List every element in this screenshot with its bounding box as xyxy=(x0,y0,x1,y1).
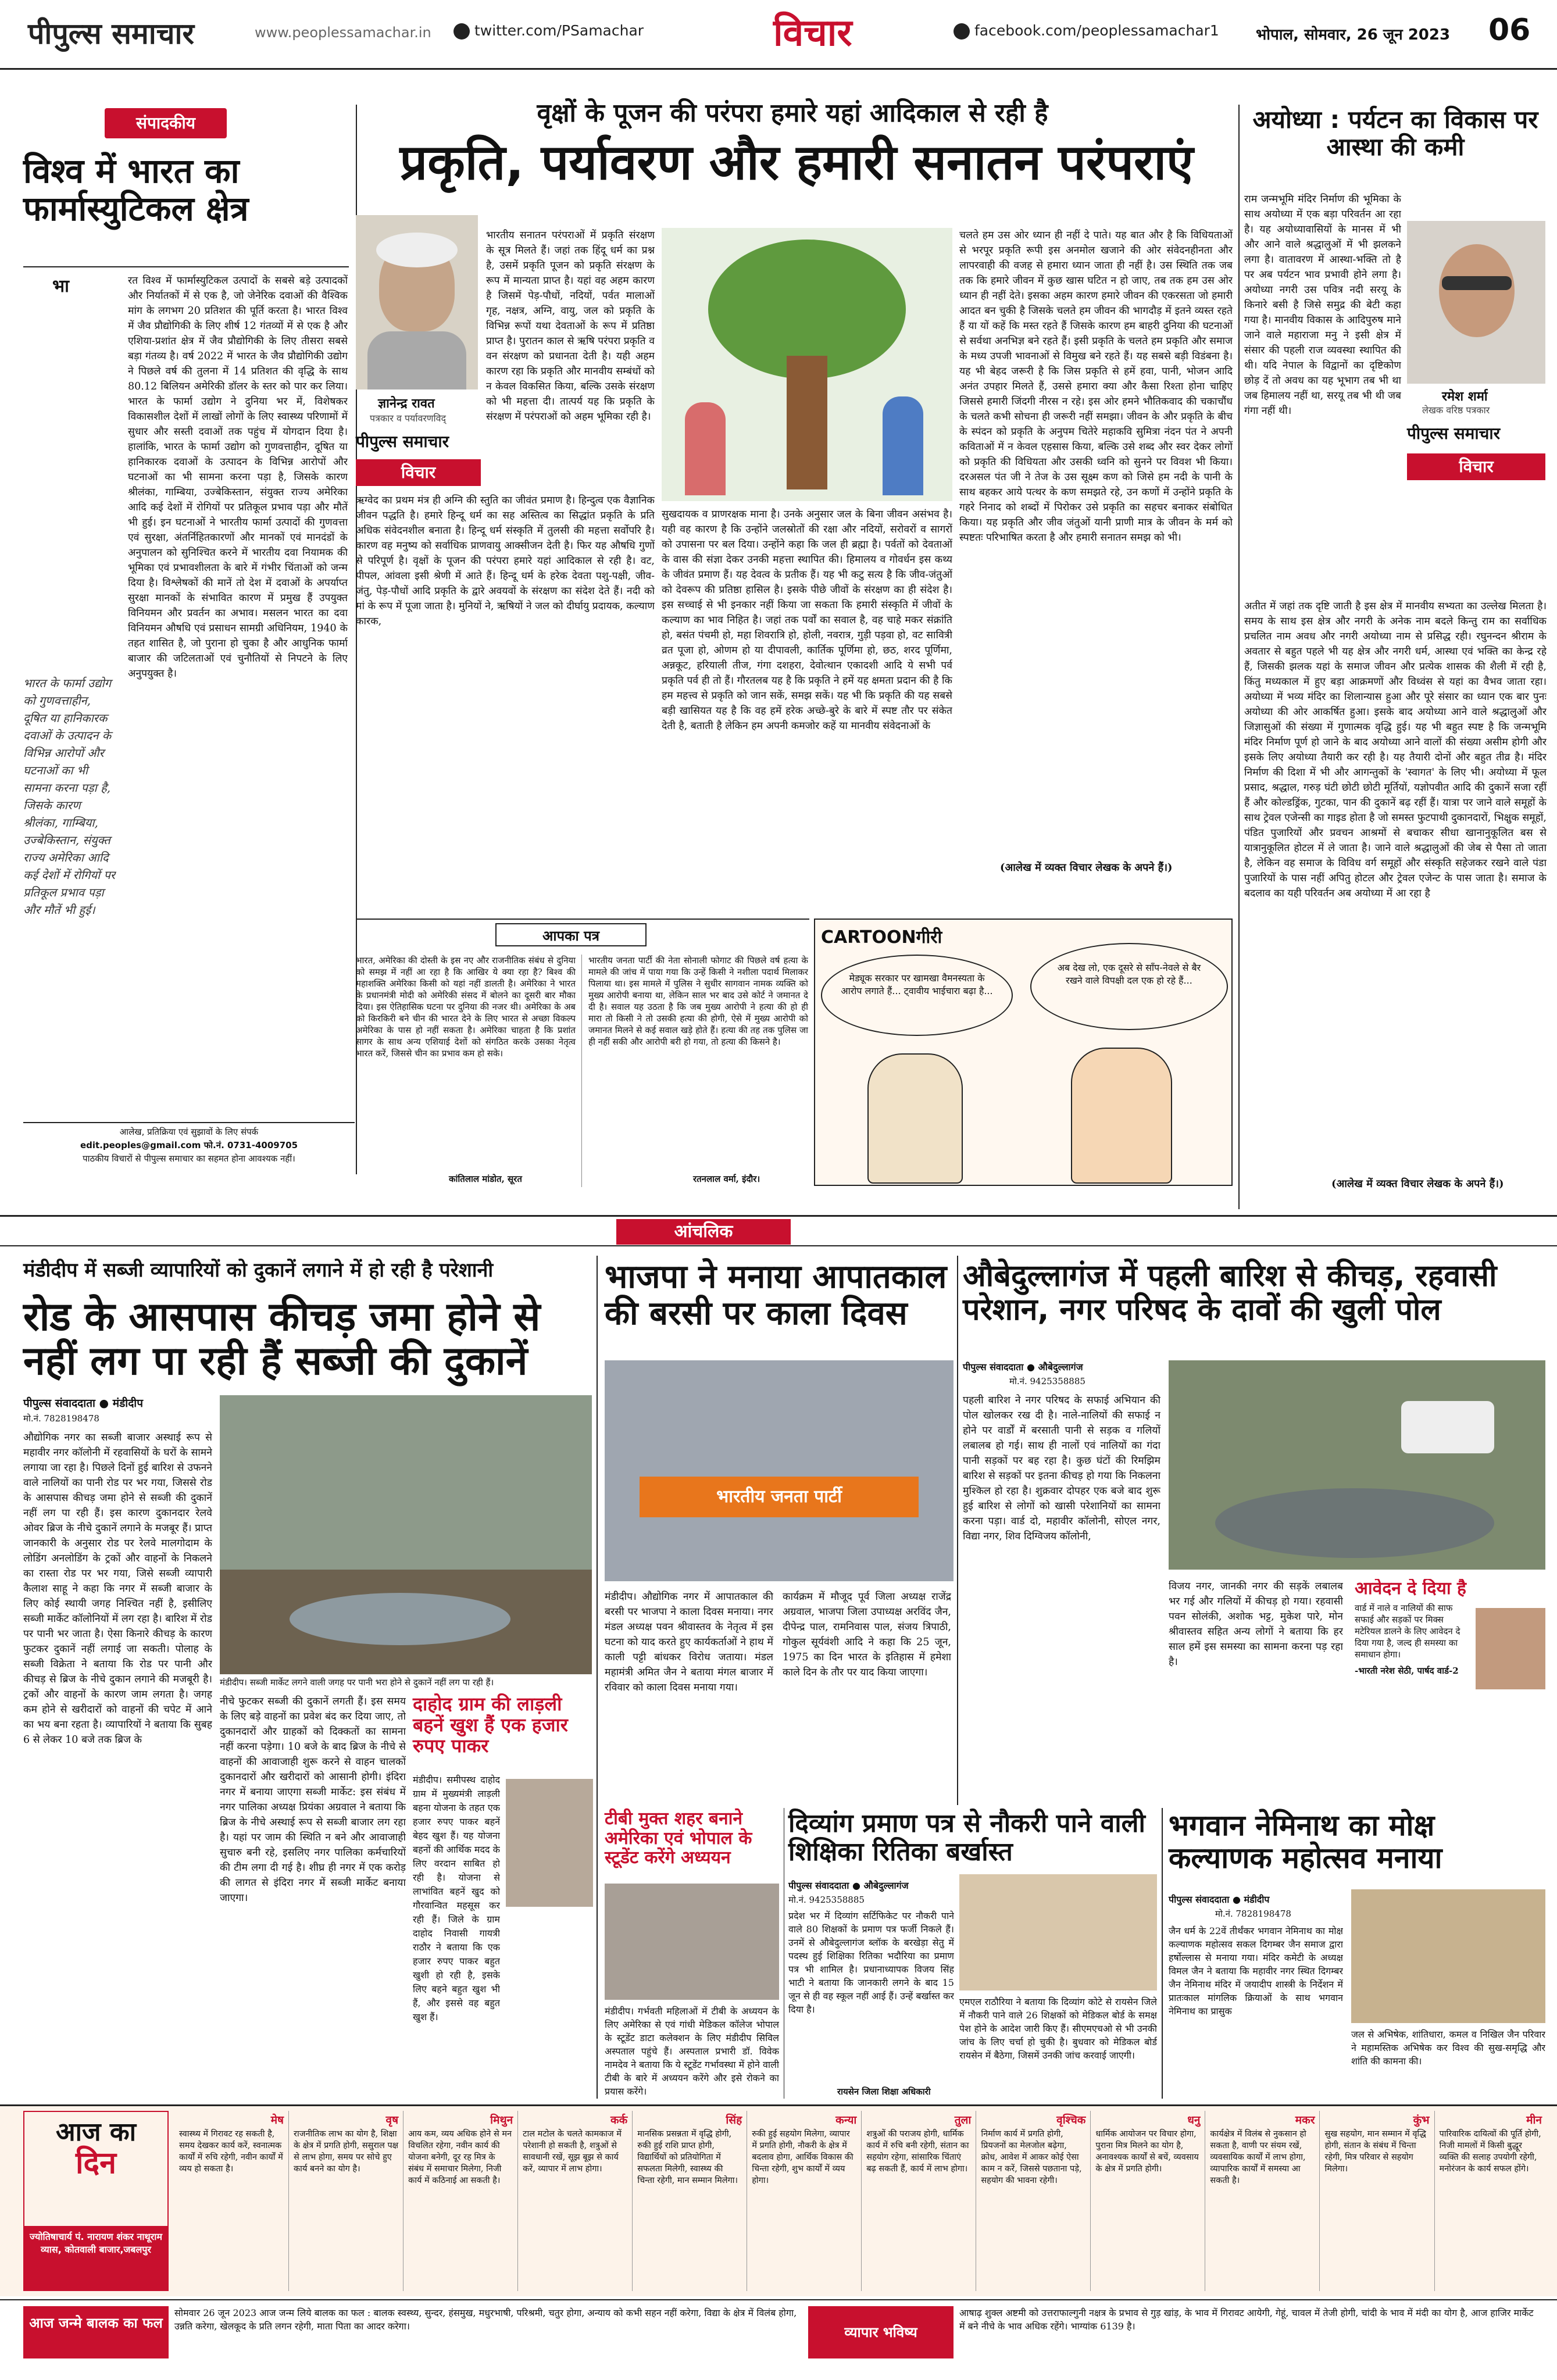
story6-photo xyxy=(959,1874,1157,1991)
rashi-name: वृश्चिक xyxy=(1056,2114,1086,2127)
rashi-text: शत्रुओं की पराजय होगी, धार्मिक कार्य में रुचि बनी रहेगी, संतान का सहयोग रहेगा, सांसारिक चिंताएं बढ़ सकती हैं, कार्य में लाभ होगा। xyxy=(866,2129,969,2174)
author-hair-shape xyxy=(376,233,458,267)
rashi-name: तुला xyxy=(954,2114,972,2127)
main-col1-top: भारतीय सनातन परंपराओं में प्रकृति संरक्षण के सूत्र मिलते हैं। जहां तक हिंदू धर्म का प्रश्न है, उसमें प्रकृति पूजन को प्रकृति संरक्षण के रूप में मान्यता प्राप्त है। यहां वह अहम कारण है जिसमें पेड़-पौधों, नदियों, पर्वत मालाओं गृह, नक्षत्र, अग्नि, वायु, जल को प्रकृति के विभिन्न रूपों यथा देवताओं के रूप में प्रतिष्ठा प्राप्त है। पुरातन काल से ऋषि परंपरा प्रकृति व वन संरक्षण को प्रधानता देती है। यही अहम कारण रहा कि प्रकृति और मानवीय सम्बंधों को न केवल विकसित किया, बल्कि उसके संरक्षण को भी महत्ता दी। तात्पर्य यह कि प्रकृति के संरक्षण में परंपराओं को अहम भूमिका रही है। xyxy=(486,230,655,423)
rashi-name: मकर xyxy=(1295,2114,1315,2127)
story1-body-a: औद्योगिक नगर का सब्जी बाजार अस्थाई रूप से महावीर नगर कॉलोनी में रहवासियों के घरों के सामने लगाया जा रहा है। पिछले दिनों हुई बारिश से उफनने वाले नालियों का पानी रोड पर भर गया, जिससे रोड के आसपास कीचड़ जमा होने से सब्जी की दुकानें नहीं लग पा रही हैं। इस कारण दुकानदार रेलवे ओवर ब्रिज के नीचे दुकानें लगाने के मजबूर हैं। प्राप्त जानकारी के अनुसार रोड पर रेलवे मालगोदाम के लोडिंग अनलोडिंग के ट्रकों और वाहनों के निकलने का रास्ता रोड पर भर गया, जिसे सब्जी व्यापारी कैलाश साहू ने कहा कि नगर में सब्जी बाजार के लिए कोई स्थायी जगह निश्चित नहीं है, इसीलिए सब्जी मार्केट कॉलोनियों में लग रहा है। बारिश में रोड पर पानी भर जाता है। ऐसा किनारे कीचड़ के कारण फुटकर दुकानें नहीं लगाई जा सकती। पोलाह के सब्जी विक्रेता ने बताया कि रोड पर पानी और कीचड़ से ब्रिज के नीचे दुकान लगाने की मजबूरी है। ट्रकों और वाहनों के कारण जाम लगता है। जगह कम होने से खरीदारों को वाहनों की चपेट में आने का भय बना रहता है। व्यापारियों ने बताया कि सुबह 6 से लेकर 10 बजे तक ब्रिज के xyxy=(23,1432,212,1746)
aanchalik-label: आंचलिक xyxy=(616,1219,791,1245)
editorial-footer-contact-label: आलेख, प्रतिक्रिया एवं सुझावों के लिए संपर्क xyxy=(119,1127,259,1137)
twitter-icon xyxy=(453,23,470,40)
cartoon-panel xyxy=(814,919,1233,1186)
letter-2-signature: रतनलाल वर्मा, इंदौर। xyxy=(693,1174,760,1184)
story5-quote-photo xyxy=(1476,1608,1545,1689)
masthead-logo: पीपुल्स समाचार xyxy=(28,17,194,51)
rashi-makar xyxy=(1205,2111,1320,2291)
editorial-divider xyxy=(23,266,349,267)
ayodhya-body-top: राम जन्मभूमि मंदिर निर्माण की भूमिका के साथ अयोध्या में एक बड़ा परिवर्तन आ रहा है। यह अयोध्यावासियों के मानस में भी और आने वाले श्रद्धालुओं में भी झलकने लगा है। वातावरण में आस्था-भक्ति तो है पर अब पर्यटन भाव प्रभावी होने लगा है। अयोध्या नगरी उस पवित्र नदी सरयू के किनारे बसी है जिसे समुद्र की बेटी कहा गया है। मानवीय विकास के आदिपुरुष माने जाने वाले महाराजा मनु ने इसी क्षेत्र में संसार की पहली राज व्यवस्था स्थापित की थी। यदि नेपाल के विद्वानों का दृष्टिकोण छोड़ दें तो अवध का यह भूभाग तब भी था जब हिमालय नहीं था, सरयू तब भी थी जब गंगा नहीं थी। xyxy=(1244,194,1401,417)
story5-byline: पीपुल्स संवाददाता ● औबेदुल्लागंज xyxy=(963,1361,1083,1373)
rashi-name: कुंभ xyxy=(1413,2114,1430,2127)
rashi-name: वृष xyxy=(385,2114,399,2127)
rashi-text: रुकी हुई सहयोग मिलेगा, व्यापार में प्रगति होगी, नौकरी के क्षेत्र में बदलाव होगा, आर्थिक विकास की चिन्ता रहेगी, शुभ कार्यों में व्यय होगा। xyxy=(752,2129,854,2185)
dateline: भोपाल, सोमवार, 26 जून 2023 xyxy=(1256,26,1451,44)
story6-body-b: एमएल राठौरिया ने बताया कि दिव्यांग कोटे से रायसेन जिले में नौकरी पाने वाले 26 शिक्षकों को मेडिकल बोर्ड के समक्ष पेश होने के आदेश जारी किए हैं। सीएमएचओ से भी उनकी जांच के लिए चर्चा हो चुकी है। बुधवार को मेडिकल बोर्ड रायसेन में बैठेगा, जिसमें उनकी जांच करवाई जाएगी। xyxy=(959,1996,1157,2061)
rashi-name: सिंह xyxy=(726,2114,742,2127)
ayodhya-body-bottom: अतीत में जहां तक दृष्टि जाती है इस क्षेत्र में मानवीय सभ्यता का उल्लेख मिलता है। समय के साथ इस क्षेत्र और नगरी के अनेक नाम बदले किन्तु राम का सर्वाधिक प्रचलित नाम अवध और नगरी अयोध्या नाम से प्रसिद्ध रही। रघुनन्दन श्रीराम के अवतार से बहुत पहले भी यह क्षेत्र और नगरी धर्म, आस्था एवं भक्ति का केन्द्र रहे हैं, जिसकी झलक यहां के समाज जीवन और प्रत्येक शासक की शैली में रही है, किंतु मध्यकाल में हुए बड़ा आक्रमणों और विध्वंस से यहां का वैभव जाता रहा। अयोध्या में भव्य मंदिर का शिलान्यास हुआ और पूरे संसार का ध्यान एक बार पुनः अयोध्या की ओर आकर्षित हुआ। इसके बाद अयोध्या आने वाले श्रद्धालुओं और जिज्ञासुओं की संख्या में गुणात्मक वृद्धि हुई। यह भी बहुत स्पष्ट है कि जन्मभूमि मंदिर निर्माण पूर्ण हो जाने के बाद अयोध्या आने वालों की संख्या असीम होगी और इसके लिए अयोध्या तैयारी कर रही है। यह तैयारी दोनों और बहुत तीव्र है। मंदिर निर्माण की दिशा में भी और आगन्तुकों के 'स्वागत' के लिए भी। अयोध्या में फूल प्रसाद, श्रद्धाल, गरुड़ घंटी छोटी छोटी मूर्तियों, यज्ञोपवीत आदि की दुकानें सजा रहीं हैं और कोल्डड्रिंक, गुटका, पान की दुकानें बढ़ रहीं हैं। यात्रा पर जाने वाले समूहों के साथ ट्रेवल एजेन्सी का गाइड होता है जो समस्त फुटपाथी दुकानदारों, भिक्षुक समूहों, पंडित पुजारियों और प्रवचन आश्रमों से बचाकर सीधा खानानुकूलित बस से यात्रानुकूलित होटल में ले जाता है। जाने वाले श्रद्धालुओं की जेब से पैसा तो जाता है, लेकिन वह समाज के विविध वर्ग समूहों और संस्कृति सहेजकर रखने वाले पंडा पुजारियों के पास नहीं अपितु होटल और ट्रेवल एजेन्ट के पास जाता है। समाज के बदलाव का यही परिवर्तन अब अयोध्या में आ रहा है xyxy=(1244,601,1547,899)
rashi-text: कार्यक्षेत्र में विलंब से नुकसान हो सकता है, वाणी पर संयम रखें, व्यवसायिक कार्यों में लाभ होगा, व्यापारिक कार्यों में समस्या आ सकती है। xyxy=(1210,2129,1306,2185)
author-shirt-shape xyxy=(367,331,466,389)
cartoon-bubble-left: मेड्यूक सरकार पर खामखा वैमनस्यता के आरोप लगाते हैं... ट्वावीय भाईचारा बढ़ा है... xyxy=(821,955,1013,1036)
rashi-kark xyxy=(518,2111,633,2291)
rashi-kanya xyxy=(747,2111,862,2291)
editorial-headline: विश्व में भारत का फार्मास्युटिकल क्षेत्र xyxy=(23,151,249,228)
ayodhya-author-glasses-shape xyxy=(1442,276,1512,290)
story7-mobile: मो.नं. 7828198478 xyxy=(1215,1909,1291,1919)
rashi-mesh xyxy=(174,2111,289,2291)
story4-headline: टीबी मुक्त शहर बनाने अमेरिका एवं भोपाल के स्टूडेंट करेंगे अध्ययन xyxy=(605,1809,752,1868)
masthead xyxy=(0,0,1557,70)
story7-photo xyxy=(1351,1889,1545,2023)
story3-photo xyxy=(605,1360,954,1581)
story7-body-a: जैन धर्म के 22वें तीर्थंकर भगवान नेमिनाथ का मोक्ष कल्याणक महोत्सव सकल दिगम्बर जैन समाज द्वारा हर्षोल्लास से मनाया गया। मंदिर कमेटी के अध्यक्ष विमल जैन ने बताया कि महावीर नगर स्थित दिगम्बर जैन नेमिनाथ मंदिर में जयादीप शास्त्री के निर्देशन में प्रातःकाल मांगलिक क्रियाओं के साथ भगवान नेमिनाथ का प्रासुक xyxy=(1169,1925,1343,2017)
main-col1-bottom: ऋग्वेद का प्रथम मंत्र ही अग्नि की स्तुति का जीवंत प्रमाण है। हिन्दुत्व एक वैज्ञानिक जीवन पद्धति है। हमारे हिन्दू धर्म का सह अस्तित्व का सिद्धांत प्रकृति के प्रति अधिक संवेदनशील बनाता है। हिन्दू धर्म संस्कृति में तुलसी की महत्ता सर्वोपरि है। कारण वह मनुष्य को सर्वाधिक प्राणवायु आक्सीजन देती है। फिर यह औषधि गुणों से परिपूर्ण है। वृक्षों के पूजन की परंपरा हमारे यहां आदिकाल से रही है। वट, पीपल, आंवला इसी श्रेणी में आते हैं। हिन्दू धर्म के हरेक देवता पशु-पक्षी, जीव-जंतु, पेड़-पौधों आदि प्रकृति के द्वारे अवयवों के संरक्षण का संदेश देते हैं। नदी को मां के रूप में पूजा जाता है। मुनियों ने, ऋषियों ने जल को दीर्घायु प्रदायक, कल्याण कारक, xyxy=(356,495,655,627)
editorial-pullquote: भारत के फार्मा उद्योग को गुणवत्ताहीन, दूषित या हानिकारक दवाओं के उत्पादन के विभिन्न आरोपों और घटनाओं का भी सामना करना पड़ा है, जिसके कारण श्रीलंका, गाम्बिया, उज्बेकिस्तान, संयुक्त राज्य अमेरिका आदि कई देशों में रोगियों पर प्रतिकूल प्रभाव पड़ा और मौतें भी हुई। xyxy=(23,676,116,917)
rashi-name: धनु xyxy=(1187,2114,1201,2127)
ayodhya-author-name: रमेश शर्मा xyxy=(1442,389,1488,404)
column-divider-right xyxy=(1238,105,1240,1209)
story5-photo xyxy=(1169,1360,1545,1570)
story1-photo xyxy=(220,1395,592,1674)
section-title: विचार xyxy=(773,12,852,55)
story3-body-b: कार्यक्रम में मौजूद पूर्व जिला अध्यक्ष राजेंद्र अग्रवाल, भाजपा जिला उपाध्यक्ष अरविंद जैन, दीपेन्द्र पाल, रामनिवास पाल, संजय त्रिपाठी, गोकुल सूर्यवंशी आदि ने कहा कि 25 जून, 1975 का दिन भारत के इतिहास में हमेशा काले दिन के तौर पर याद किया जाएगा। xyxy=(783,1591,951,1678)
story6-byline: पीपुल्स संवाददाता ● औबेदुल्लागंज xyxy=(788,1880,909,1891)
ayodhya-footnote: (आलेख में व्यक्त विचार लेखक के अपने हैं।) xyxy=(1331,1178,1504,1190)
twitter-link[interactable] xyxy=(453,22,644,40)
story2-headline: दाहोद ग्राम की लाड़ली बहनें खुश हैं एक हजार रुपए पाकर xyxy=(413,1693,568,1757)
author-role: पत्रकार व पर्यावरणविद् xyxy=(370,413,447,424)
story5-body-b: विजय नगर, जानकी नगर की सड़कें लबालब भर गई और गलियों में कीचड़ हो गया। रहवासी पवन सोलंकी, अशोक भट्ट, मुकेश पारे, मोन श्रीवास्तव सहित अन्य लोगों ने बताया कि हर साल हमें इस समस्या का सामना करना पड़ रहा है। xyxy=(1169,1581,1343,1668)
story1-headline: रोड के आसपास कीचड़ जमा होने से नहीं लग पा रही हैं सब्जी की दुकानें xyxy=(23,1294,541,1385)
ayodhya-author-photo xyxy=(1407,221,1545,384)
letters-divider xyxy=(581,955,582,1187)
rashi-mithun xyxy=(403,2111,518,2291)
birthday-label: आज जन्मे बालक का फल xyxy=(23,2306,169,2358)
main-footnote: (आलेख में व्यक्त विचार लेखक के अपने हैं।) xyxy=(1000,862,1173,874)
horoscope-strip xyxy=(0,2104,1557,2296)
story5-car-shape xyxy=(1401,1401,1494,1453)
twitter-handle: twitter.com/PSamachar xyxy=(474,22,644,39)
cartoon-label: CARTOONगीरी xyxy=(821,927,942,948)
rashi-tula xyxy=(862,2111,976,2291)
aanchalik-bar xyxy=(0,1215,1557,1246)
story1-body-b: नीचे फुटकर सब्जी की दुकानें लगती हैं। इस समय के लिए बड़े वाहनों का प्रवेश बंद कर दिया जाए, तो दुकानदारों और ग्राहकों को दिक्कतों का सामना नहीं करना पड़ेगा। 10 बजे के बाद ब्रिज के नीचे से वाहनों की आवाजाही शुरू करने से वाहन चालकों दुकानदारों और खरीदारों को आसानी होगी। इंदिरा नगर में बनाया जाएगा सब्जी मार्केट: इस संबंध में नगर पालिका अध्यक्ष प्रियंका अग्रवाल ने बताया कि ब्रिज के नीचे अस्थाई रूप से सब्जी बाजार लग रहा है। यहां पर जाम की स्थिति न बने और आवाजाही सुचारु बनी रहे, इसलिए नगर पालिका कर्मचारियों की टीम लगा दी गई है। शीघ्र ही नगर में एक करोड़ की लागत से इंदिरा नगर में सब्जी मार्केट बनाया जाएगा। xyxy=(220,1696,406,1904)
letters-label: आपका पत्र xyxy=(495,923,647,946)
story6-sign: रायसेन जिला शिक्षा अधिकारी xyxy=(837,2086,931,2097)
ayodhya-vichar-badge: विचार xyxy=(1407,453,1545,480)
bottom-band xyxy=(0,2299,1557,2363)
rashi-text: निर्माण कार्य में प्रगति होगी, प्रियजनों का मेलजोल बढ़ेगा, क्रोध, आवेश में आकर कोई ऐसा काम न करें, जिससे पछताना पड़े, सहयोग की भावना रहेगी। xyxy=(981,2129,1082,2185)
business-text: आषाढ़ शुक्ल अष्टमी को उत्तराफाल्गुनी नक्षत्र के प्रभाव से गुड़ खांड़, के भाव में गिरावट आयेगी, गेहूं, चावल में तेजी होगी, चांदी के भाव में मंदी का योग है, आज हाजिर मार्केट में बने नीचे के भाव अधिक रहेंगे। भाग्यांक 6139 है। xyxy=(959,2307,1534,2332)
din-title: दिन xyxy=(76,2146,116,2181)
main-kicker: वृक्षों के पूजन की परंपरा हमारे यहां आदिकाल से रही है xyxy=(537,98,1048,128)
tree-illustration xyxy=(662,228,952,501)
rashi-singh xyxy=(633,2111,747,2291)
story5-quote-body: वार्ड में नाले व नालियों की साफ सफाई और सड़कों पर मिक्स मटेरियल डालने के लिए आवेदन दे दिया गया है, जल्द ही समस्या का समाधान होगा। xyxy=(1355,1602,1460,1660)
rashi-name: कर्क xyxy=(610,2114,628,2127)
rashi-kumbh xyxy=(1320,2111,1434,2291)
main-col2: सुखदायक व प्राणरक्षक माना है। उनके अनुसार जल के बिना जीवन असंभव है। यही वह कारण है कि उन्होंने जलस्रोतों की रक्षा और नदियों, सरोवरों व सागरों को उपासना पर बल दिया। उन्होंने कहा कि जल ही ब्रह्मा है। पर्वतों को देवताओं के वास की संज्ञा देकर उनकी महत्ता स्थापित की। हिमालय व गोवर्धन इस कथ्य के जीवंत प्रमाण हैं। यह देवत्व के प्रतीक हैं। यह भी कटु सत्य है कि जीव-जंतुओं को देवरूप की प्रतिष्ठा हासिल है। इसके पीछे जीवों के संरक्षण का ही संदेश है। इस सच्चाई से भी इनकार नहीं किया जा सकता कि हमारी संस्कृति में जीवों के कल्याण का भाव निहित है। जहां तक पर्वों का सवाल है, वह चाहे मकर संक्रांति हो, बसंत पंचमी हो, महा शिवरात्रि हो, होली, नवरात्र, गुड़ी पड़वा हो, वट सावित्री व्रत पूजा हो, ओणम हो या दीपावली, कार्तिक पूर्णिमा हो, छठ, शरद पूर्णिमा, अन्नकूट, हरियाली तीज, गंगा दशहरा, देवोत्थान एकादशी आदि ये सभी पर्व प्रकृति पर्व ही तो हैं। गौरतलब यह है कि प्रकृति ने हमें यह क्षमता प्रदान की है कि हम महत्त्व से प्रकृति को जान सकें, समझ सकें। यह भी कि प्रकृति की यह सबसे बड़ी खासियत यह है कि वह हमें हरेक अच्छे-बुरे के बारे में स्पष्ट तौर पर संकेत देती है, बताती है लेकिन हम अपनी कमजोर कहें या मानवीय संवेदनाओं के xyxy=(662,509,952,732)
story2-photo xyxy=(506,1779,593,1907)
rashi-vrishchik xyxy=(976,2111,1091,2291)
ayodhya-author-face-shape xyxy=(1439,244,1515,337)
author-name: ज्ञानेन्द्र रावत xyxy=(378,396,435,411)
tree-trunk-shape xyxy=(787,356,827,489)
story6-headline: दिव्यांग प्रमाण पत्र से नौकरी पाने वाली शिक्षिका रितिका बर्खास्त xyxy=(788,1809,1145,1867)
editorial-footer-disclaimer: पाठकीय विचारों से पीपुल्स समाचार का सहमत होना आवश्यक नहीं। xyxy=(83,1153,295,1164)
rashi-dhanu xyxy=(1091,2111,1205,2291)
aanchalik-divider-4 xyxy=(1162,1808,1163,2099)
birthday-text: सोमवार 26 जून 2023 आज जन्म लिये बालक का फल : बालक स्वस्थ्य, सुन्दर, हंसमुख, मधुरभाषी, परिश्रमी, चतुर होगा, अन्याय को कभी सहन नहीं करेगा, विद्या के क्षेत्र में विलंब होगा, उन्नति करेगा, खेलकूद के प्रति लगन रहेगी, माता पिता का आदर करेगा। xyxy=(174,2307,797,2332)
facebook-icon xyxy=(954,23,970,40)
rashi-name: मिथुन xyxy=(490,2114,513,2127)
rashi-name: मीन xyxy=(1526,2114,1542,2127)
story3-body-a: मंडीदीप। औद्योगिक नगर में आपातकाल की बरसी पर भाजपा ने काला दिवस मनाया। नगर मंडल अध्यक्ष पवन श्रीवास्तव के नेतृत्व में इस घटना को याद करते हुए कार्यकर्ताओं ने हाथ में काली पट्टी बांधकर विरोध जताया। मंडल महामंत्री अमित जैन ने बताया मंगल बाजार में रविवार को काला दिवस मनाया गया। xyxy=(605,1591,773,1693)
rashi-text: आय कम, व्यय अधिक होने से मन विचलित रहेगा, नवीन कार्य की योजना बनेगी, दूर रह मित्र के संबंध में समाचार मिलेगा, निजी कार्य में कठिनाई आ सकती है। xyxy=(408,2129,512,2185)
main-brand-logo: पीपुल्स समाचार xyxy=(356,432,449,451)
main-headline: प्रकृति, पर्यावरण और हमारी सनातन परंपराएं xyxy=(399,134,1194,191)
letters-box xyxy=(356,919,809,1192)
ayodhya-author-role: लेखक वरिष्ठ पत्रकार xyxy=(1422,405,1490,416)
letter-2: भारतीय जनता पार्टी की नेता सोनाली फोगाट की पिछले वर्ष हत्या के मामले की जांच में पाया गया कि उन्हें किसी ने नशीला पदार्थ मिलाकर पिलाया था। इस मामले में पुलिस ने सुधीर सागवान नामक व्यक्ति को मुख्य आरोपी बनाया था, लेकिन साल भर बाद उसे कोर्ट ने जमानत दे दी है। सवाल यह उठता है कि जब मुख्य आरोपी ने हत्या की हो ही मारा तो किसी ने तो उसकी हत्या की होगी, ऐसे में मुख्य आरोपी को जमानत मिलने से कई सवाल खड़े होते हैं। हत्या की तह तक पुलिस जा ही नहीं सकी और आरोपी बरी हो गया, तो हत्या की किसने है। xyxy=(588,955,808,1047)
story5-body-a: पहली बारिश ने नगर परिषद के सफाई अभियान की पोल खोलकर रख दी है। नाले-नालियों की सफाई न होने पर वार्डों में बरसाती पानी से सड़क व गलियों लबालब हो गई। साथ ही नालों एवं नालियों का गंदा पानी सड़कों पर बह रहा है। कुछ घंटों की रिमझिम बारिश से सड़कों पर इतना कीचड़ हो गया कि निकलना मुश्किल हो रहा है। शुक्रवार दोपहर एक बजे बाद शुरू हुई बारिश से लोगों को खासी परेशानियों का सामना करना पड़ा। वार्ड दो, महावीर कॉलोनी, सोएल नगर, विद्या नगर, शिव दिग्विजय कॉलोनी, xyxy=(963,1395,1160,1542)
letter-1: भारत, अमेरिका की दोस्ती के इस नए और राजनीतिक संबंध से दुनिया को समझ में नहीं आ रहा है कि आखिर ये क्या रहा है? बिश्व की महाशक्ति अमेरिका किसी को यहां नहीं डालती है। अमेरिका ने भारत के प्रधानमंत्री मोदी को अमेरिकी संसद में बोलने का दूसरी बार मौका दिया। इस ऐतिहासिक घटना पर दुनिया की नजर थी। अमेरिका के अब को किरकिरी बने चीन की भारत देने के लिए भारत से अच्छा विकल्प अमेरिका के पास हो नहीं सकता है। अमेरिका चाहता है कि प्रशांत सागर के साथ अन्य एशियाई देशों को संगठित करके उसका नेतृत्व भारत करें, जिससे चीन का प्रभाव कम हो सके। xyxy=(356,955,576,1059)
rashi-text: स्वास्थ्य में गिरावट रह सकती है, समय देखकर कार्य करें, स्वनात्मक कार्यों में रुचि रहेगी, नवीन कार्यों में व्यय हो सकता है। xyxy=(179,2129,283,2174)
story4-body: मंडीदीप। गर्भवती महिलाओं में टीबी के अध्ययन के लिए अमेरिका से एवं गांधी मेडिकल कॉलेज भोपाल के स्टूडेंट डाटा कलेक्शन के लिए मंडीदीप सिविल अस्पताल पहुंचे हैं। अस्पताल प्रभारी डॉ. विवेक नामदेव ने बताया कि ये स्टूडेंट गर्भावस्था में होने वाली टीबी के बारे में अध्ययन करेंगे और इसे रोकने का प्रयास करेंगे। xyxy=(605,2006,779,2097)
rashi-text: सुख सहयोग, मान सम्मान में वृद्धि होगी, संतान के संबंध में चिन्ता रहेगी, मित्र परिवार से सहयोग मिलेगा। xyxy=(1324,2129,1426,2174)
story3-headline: भाजपा ने मनाया आपातकाल की बरसी पर काला दिवस xyxy=(605,1258,947,1332)
main-col3: चलते हम उस ओर ध्यान ही नहीं दे पाते। यह बात और है कि विधियताओं से भरपूर प्रकृति रूपी इस अनमोल खजाने की ओर संवेदनहीनता और लापरवाही की वजह से हमारा ध्यान जाता ही नहीं है। उस स्थिति तक जब तक कि हमारे जीवन में कुछ खास घटित न हो जाए, तब तक हम उस ओर ध्यान ही नहीं देते। इसका अहम कारण हमारे जीवन की एकरसता जो हमारी आदत बन चुकी है जिसके चलते हम जीवन की भागदौड़ में इतने व्यस्त रहते हैं या यों कहें कि मस्त रहते हैं जिसके कारण हम बाहरी दुनिया की घटनाओं से सर्वथा अनभिज्ञ बने रहते हैं। इसी प्रकृति के चलते हम प्रकृति और समाज के मध्य उपजी भावनाओं से विमुख बने रहते हैं। यह सबसे बड़ी विडंबना है। यह भी बेहद जरूरी है कि जिस प्रकृति से हमें हवा, पानी, भोजन आदि अनंत उपहार मिलते हैं, उससे हमारा क्या और कैसा रिश्ता होना चाहिए जिससे हमारी जिंदगी नीरस न रहे। इस ओर हमने भौतिकवाद की चकाचौंध के चलते कभी सोचना ही जरूरी नहीं समझा। जीवन के और प्रकृति के बीच के स्पंदन को प्रकृति के अनुपम चितेरे महाकवि सुमित्रा नंदन पंत ने अपनी कविताओं में न केवल एहसास किया, बल्कि उसे शब्द और स्वर देकर लोगों को प्रकृति की विधियता और उसकी ध्वनि को सुनने पर विवश भी किया। दरअसल पंत जी ने तेज के उस सूक्ष्म कण को जिसे हम नदी के पानी के साथ बहकर आये पत्थर के कण समझते रहे, उन कणों में उन्होंने प्रकृति के गहरे निनाद को शब्दों में पिरोकर उसे प्रकृति का सहचर बनाकर संबोधित किया। यह प्रकृति और जीव जंतुओं यानी प्राणी मात्र के जीवन के मर्म को स्पष्टतः परिभाषित करता है और हमारी सनातन समझ को भी। xyxy=(959,230,1233,544)
rashi-text: धार्मिक आयोजन पर विचार होगा, पुराना मित्र मिलने का योग है, अनावश्यक कार्यों से बचें, व्यवसाय के क्षेत्र में प्रगति होगी। xyxy=(1095,2129,1199,2174)
story1-caption: मंडीदीप। सब्जी मार्केट लगने वाली जगह पर पानी भरा होने से दुकानें नहीं लग पा रही हैं। xyxy=(220,1677,494,1688)
story2-body: मंडीदीप। समीपस्थ दाहोद ग्राम में मुख्यमंत्री लाड़ली बहना योजना के तहत एक हजार रुपए पाकर बहनें बेहद खुश हैं। यह योजना बहनों की आर्थिक मदद के लिए वरदान साबित हो रही है। योजना से लाभांवित बहनें खुद को गौरवान्वित महसूस कर रही हैं। जिले के ग्राम दाहोद निवासी गायत्री राठौर ने बताया कि एक हजार रुपए पाकर बहुत खुशी हो रही है, इसके लिए बहने बहुत खुश भी हैं, और इससे वह बहुत खुश हैं। xyxy=(413,1774,500,2022)
rashi-meen xyxy=(1435,2111,1547,2291)
story5-quote-title: आवेदन दे दिया है xyxy=(1355,1579,1466,1599)
facebook-link[interactable] xyxy=(954,22,1219,40)
rashi-vrish xyxy=(289,2111,403,2291)
story1-mobile: मो.नं. 7828198478 xyxy=(23,1413,99,1424)
rashi-text: टाल मटोल के चलते कामकाज में परेशानी हो सकती है, शत्रुओं से सावधानी रखें, सूझ बूझ से कार्य करें, व्यापार में लाभ होगा। xyxy=(523,2129,622,2174)
aaj-ka-title: आज का xyxy=(55,2117,137,2147)
aanchalik-divider-1 xyxy=(597,1256,598,2099)
business-label: व्यापार भविष्य xyxy=(808,2306,954,2358)
person-right-shape xyxy=(883,396,923,495)
editorial-footer xyxy=(23,1122,355,1166)
story7-headline: भगवान नेमिनाथ का मोक्ष कल्याणक महोत्सव मनाया xyxy=(1169,1809,1442,1875)
editorial-dropcap: भा xyxy=(52,276,69,296)
editorial-footer-email[interactable]: edit.peoples@gmail.com फो.नं. 0731-4009705 xyxy=(80,1140,298,1150)
cartoon-character-left xyxy=(867,1053,963,1184)
story7-byline: पीपुल्स संवाददाता ● मंडीदीप xyxy=(1169,1894,1270,1905)
person-left-shape xyxy=(685,402,726,495)
rashi-text: पारिवारिक दायित्वों की पूर्ति होगी, निजी मामलों में किसी बुद्धूर व्यक्ति की सलाह उपयोगी रहेगी, मनोरंजन के कार्य सफल होंगे। xyxy=(1439,2129,1541,2174)
story4-photo xyxy=(605,1884,779,2000)
rashi-text: राजनीतिक लाभ का योग है, शिक्षा के क्षेत्र में प्रगति होगी, ससुराल पक्ष से लाभ होगा, समय पर सोचे हुए कार्य बनने का योग है। xyxy=(294,2129,399,2174)
editorial-body: रत विश्व में फार्मास्युटिकल उत्पादों के सबसे बड़े उत्पादकों और निर्यातकों में से एक है, जो जेनेरिक दवाओं की वैश्विक मांग के लगभग 20 प्रतिशत की पूर्ति करता है। भारत विश्व में जैव प्रौद्योगिकी के लिए शीर्ष 12 गंतव्यों में से एक है और एशिया-प्रशांत क्षेत्र में जैव प्रौद्योगिकी के लिए तीसरा सबसे बड़ा गंतव्य है। वर्ष 2022 में भारत के जैव प्रौद्योगिकी उद्योग ने पिछले वर्ष की तुलना में 14 प्रतिशत की वृद्धि के साथ 80.12 बिलियन अमेरिकी डॉलर के स्तर को पार कर लिया। भारत के फार्मा उद्योग ने दुनिया भर में, विशेषकर विकासशील देशों में लाखों लोगों के लिए स्वास्थ्य परिणामों में सुधार और सस्ती दवाओं तक पहुंच में योगदान दिया है। हालांकि, भारत के फार्मा उद्योग को गुणवत्ताहीन, दूषित या हानिकारक दवाओं के उत्पादन के विभिन्न आरोपों और घटनाओं का भी सामना करना पड़ा है, जिसके कारण श्रीलंका, गाम्बिया, उज्बेकिस्तान, संयुक्त राज्य अमेरिका आदि कई देशों में रोगियों पर प्रतिकूल प्रभाव पड़ा और मौतें भी हुई। इन घटनाओं ने भारतीय फार्मा उत्पादों की गुणवत्ता एवं सुरक्षा, अंतर्निहितकारणों और मानकों एवं मानदंडों के अनुपालन को सुनिश्चित करने में भारतीय दवा नियामक की भूमिका एवं प्रभावशीलता के बारे में गंभीर चिंताओं को जन्म दिया है। विश्लेषकों की मानें तो देश में दवाओं के अपर्याप्त सुरक्षा मानकों के संभावित कारण में प्रमुख हैं उपयुक्त विनियमन और प्रवर्तन का अभाव। मसलन भारत का दवा विनियमन औषधि एवं प्रसाधन सामग्री अधिनियम, 1940 के तहत शासित है, जो पुराना हो चुका है और आधुनिक फार्मा बाजार की जटिलताओं एवं चुनौतियों से निपटने के लिए अनुपयुक्त है। xyxy=(128,275,348,680)
story1-byline: पीपुल्स संवाददाता ● मंडीदीप xyxy=(23,1397,143,1410)
ayodhya-brand-logo: पीपुल्स समाचार xyxy=(1407,424,1501,443)
rashi-row xyxy=(174,2111,1547,2291)
rashi-name: मेष xyxy=(270,2114,284,2127)
page-number: 06 xyxy=(1488,13,1531,48)
story3-banner: भारतीय जनता पार्टी xyxy=(640,1477,919,1517)
facebook-handle: facebook.com/peoplessamachar1 xyxy=(974,22,1219,39)
rashi-name: कन्या xyxy=(835,2114,857,2127)
author-photo xyxy=(356,215,478,389)
story5-mobile: मो.नं. 9425358885 xyxy=(1009,1376,1085,1386)
rashi-text: मानसिक प्रसन्नता में वृद्धि होगी, रुकी हुई राशि प्राप्त होगी, विद्यार्थियों को प्रतियोगिता में सफलता मिलेगी, स्वास्थ्य की चिन्ता रहेगी, मान सम्मान मिलेगा। xyxy=(637,2129,738,2185)
cartoon-bubble-right: अब देख लो, एक दूसरे से साँप-नेवले से बैर रखने वाले विपक्षी दल एक हो रहे हैं... xyxy=(1030,943,1228,1030)
letter-1-signature: कांतिलाल मांडोत, सूरत xyxy=(449,1174,522,1184)
cartoon-character-right xyxy=(1071,1048,1172,1184)
aaj-ka-din-box xyxy=(23,2111,169,2291)
story5-headline: औबेदुल्लागंज में पहली बारिश से कीचड़, रहवासी परेशान, नगर परिषद के दावों की खुली पोल xyxy=(963,1259,1497,1328)
story7-body-b: जल से अभिषेक, शांतिधारा, कमल व निखिल जैन परिवार ने महामस्तिक अभिषेक कर विश्व की सुख-समृद्धि और शांति की कामना की। xyxy=(1351,2029,1545,2067)
editorial-label: संपादकीय xyxy=(105,108,227,138)
story5-quote-sign: -भारती नरेश सेठी, पार्षद वार्ड-2 xyxy=(1355,1665,1459,1676)
story5-quote-box xyxy=(1355,1579,1545,1806)
aanchalik-divider-3 xyxy=(957,1256,958,1805)
main-vichar-badge: विचार xyxy=(356,459,481,486)
masthead-website[interactable]: www.peoplessamachar.in xyxy=(255,24,431,41)
story1-water-shape xyxy=(290,1593,510,1645)
story6-mobile: मो.नं. 9425358885 xyxy=(788,1895,865,1905)
ayodhya-headline: अयोध्या : पर्यटन का विकास पर आस्था की कमी xyxy=(1252,105,1538,162)
story5-puddle-shape xyxy=(1215,1488,1494,1558)
story6-body-a: प्रदेश भर में दिव्यांग सर्टिफिकेट पर नौकरी पाने वाले 80 शिक्षकों के प्रमाण पत्र फर्जी निकले हैं। उनमें से औबेदुल्लागंज ब्लॉक के बरखेड़ा सेतु में पदस्थ हुई शिक्षिका रितिका भदौरिया का प्रमाण पत्र भी शामिल है। प्रधानाध्यापक विजय सिंह भाटी ने बताया कि जानकारी लगने के बाद 15 जून से ही वह स्कूल नहीं आई हैं। उन्हें बर्खास्त कर दिया है। xyxy=(788,1910,954,2015)
story1-kicker: मंडीदीप में सब्जी व्यापारियों को दुकानें लगाने में हो रही है परेशानी xyxy=(23,1259,494,1282)
astrologer-credit: ज्योतिषाचार्य पं. नारायण शंकर नाथूराम व्यास, कोतवाली बाजार,जबलपुर xyxy=(24,2226,167,2290)
